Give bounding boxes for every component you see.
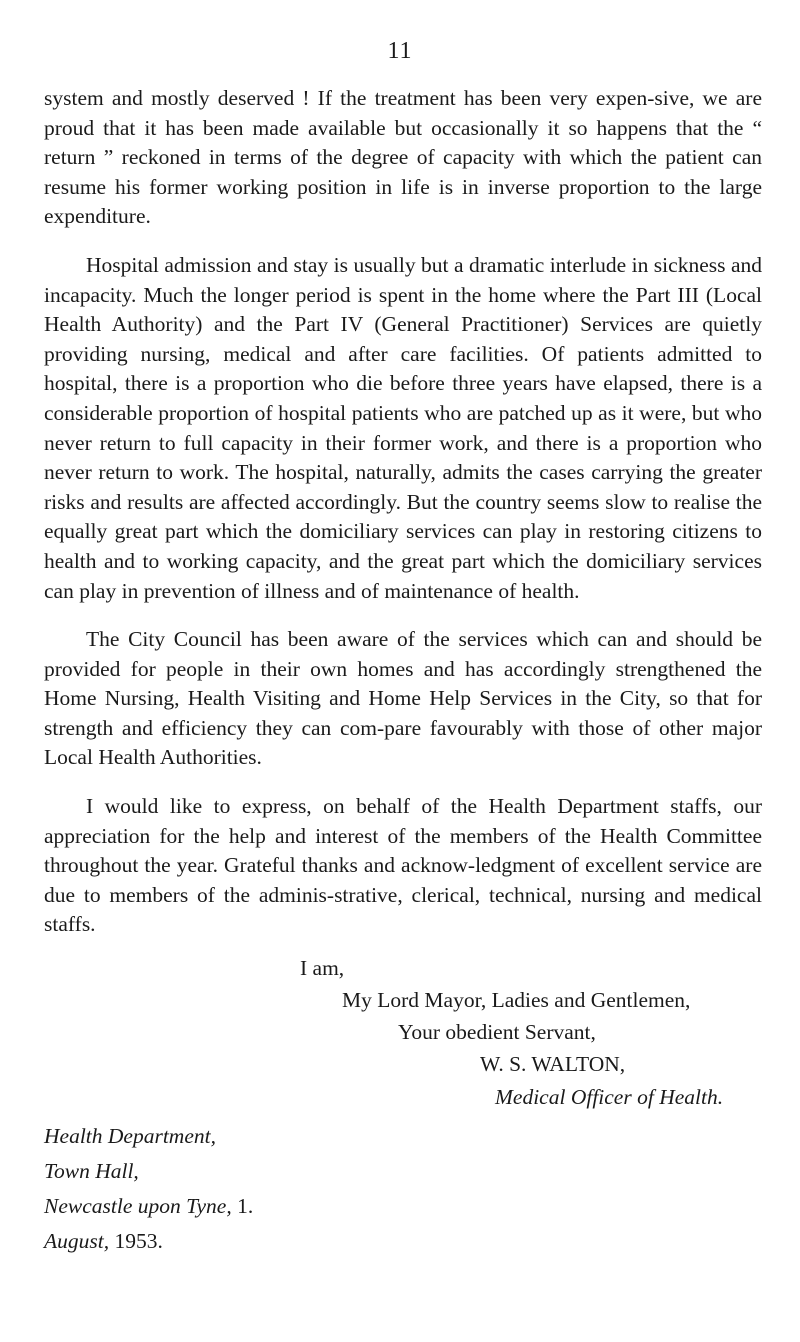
address-date: [44, 1229, 163, 1254]
signatory-name: W. S. WALTON,: [480, 1052, 626, 1076]
paragraph-4: I would like to express, on behalf of the Health Department staffs, our appreciation for the help and interest of the members of the Health Committee throughout the year. Grateful thanks and acknow-ledgment of excellent service are due to members of the adminis-strative, clerical, technical, nursing and medical staffs.: [44, 794, 762, 937]
address-line-2: Town Hall,: [44, 1159, 139, 1183]
paragraph-3: The City Council has been aware of the services which can and should be provided for people in their own homes and has accordingly strengthened the Home Nursing, Health Visiting and Home Help Services in the City, so that for strength and efficiency they can com-pare favourably with those of other major Local Health Authorities.: [44, 627, 762, 770]
signatory-title: Medical Officer of Health.: [495, 1085, 724, 1109]
address-line-3: [44, 1194, 253, 1219]
closing-i-am: I am,: [300, 956, 345, 980]
page-number: 11: [387, 38, 413, 64]
date-year: 1953.: [109, 1229, 163, 1253]
closing-salutation: My Lord Mayor, Ladies and Gentlemen,: [342, 988, 691, 1012]
address-postal: 1.: [231, 1194, 254, 1218]
address-city: Newcastle upon Tyne,: [44, 1194, 232, 1218]
paragraph-2: Hospital admission and stay is usually but a dramatic interlude in sickness and incapacity. Much the longer period is spent in the home where the Part III (Local Health Authority) and the Part IV (General Practitioner) Services are quietly providing nursing, medical and after care facilities. Of patients admitted to hospital, there is a proportion who die before three years have elapsed, there is a considerable proportion of hospital patients who are patched up as it were, but who never return to full capacity in their former work, and there is a proportion who never return to work. The hospital, naturally, admits the cases carrying the greater risks and results are affected accordingly. But the country seems slow to realise the equally great part which the domiciliary services can play in restoring citizens to health and to working capacity, and the great part which the domiciliary services can play in prevention of illness and of maintenance of health.: [44, 252, 762, 603]
date-month: August,: [44, 1229, 110, 1253]
address-line-1: Health Department,: [44, 1124, 216, 1148]
letter-body: [44, 84, 762, 959]
paragraph-1: system and mostly deserved ! If the treatment has been very expen-sive, we are proud that it has been made available but occasionally it so happens that the “ return ” reckoned in terms of the degree of capacity with which the patient can resume his former working position in life is in inverse proportion to the large expenditure.: [44, 86, 762, 229]
closing-servant: Your obedient Servant,: [398, 1020, 596, 1044]
